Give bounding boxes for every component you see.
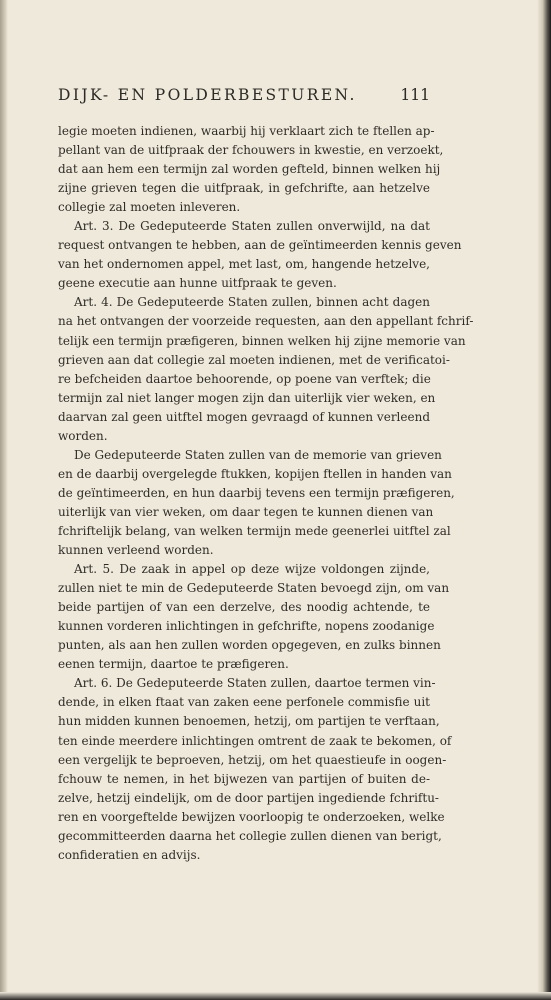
text-line: punten, als aan hen zullen worden opgegeven, en zulks binnen (58, 638, 441, 653)
text-line: kunnen vorderen inlichtingen in gefchrifte, nopens zoodanige (58, 619, 435, 634)
text-line: telijk een termijn præfigeren, binnen welken hij zijne memorie van (58, 333, 466, 348)
text-line: Art. 6. De Gedeputeerde Staten zullen, daartoe termen vin- (74, 676, 436, 691)
text-line: confideratien en advijs. (58, 847, 201, 862)
text-line: geene executie aan hunne uitfpraak te geven. (58, 276, 337, 291)
text-line: termijn zal niet langer mogen zijn dan uiterlijk vier weken, en (58, 390, 436, 405)
text-line: fchouw te nemen, in het bijwezen van partijen of buiten de- (58, 771, 430, 786)
text-line: dende, in elken ftaat van zaken eene perfonele commisfie uit (58, 695, 430, 710)
text-line: legie moeten indienen, waarbij hij verklaart zich te ftellen ap- (58, 124, 435, 138)
text-line: Art. 3. De Gedeputeerde Staten zullen onverwijld, na dat (74, 219, 430, 234)
text-line: zijne grieven tegen die uitfpraak, in gefchrifte, aan hetzelve (58, 181, 430, 196)
text-line: uiterlijk van vier weken, om daar tegen te kunnen dienen van (58, 504, 434, 519)
page-header (58, 86, 430, 112)
text-line: re befcheiden daartoe behoorende, op poene van verftek; die (58, 371, 431, 386)
text-line: grieven aan dat collegie zal moeten indienen, met de verificatoi- (58, 352, 450, 367)
text-line: van het ondernomen appel, met last, om, hangende hetzelve, (58, 257, 430, 272)
text-line: daarvan zal geen uitftel mogen gevraagd of kunnen verleend (58, 409, 430, 424)
body-text (58, 122, 474, 865)
text-line: ten einde meerdere inlichtingen omtrent de zaak te bekomen, of (58, 733, 452, 748)
text-line: De Gedeputeerde Staten zullen van de memorie van grieven (74, 447, 442, 462)
page-number: 111 (400, 86, 430, 104)
text-line: na het ontvangen der voorzeide requesten, aan den appellant fchrif- (58, 314, 474, 329)
text-line: dat aan hem een termijn zal worden gefteld, binnen welken hij (58, 162, 441, 177)
running-head: DIJK- EN POLDERBESTUREN. (58, 86, 357, 104)
page-bottom-edge (0, 992, 551, 1000)
page-gutter-shadow (0, 0, 8, 1000)
text-line: de geïntimeerden, en hun daarbij tevens een termijn præfigeren, (58, 485, 455, 500)
text-line: pellant van de uitfpraak der fchouwers in kwestie, en verzoekt, (58, 143, 444, 158)
text-line: eenen termijn, daartoe te præfigeren. (58, 657, 289, 672)
text-line: zullen niet te min de Gedeputeerde Staten bevoegd zijn, om van (58, 581, 450, 596)
text-line: en de daarbij overgelegde ftukken, kopijen ftellen in handen van (58, 466, 452, 481)
page-edge-shadow (537, 0, 551, 1000)
text-line: kunnen verleend worden. (58, 543, 214, 558)
text-line: worden. (58, 428, 108, 443)
text-line: Art. 5. De zaak in appel op deze wijze voldongen zijnde, (74, 562, 430, 577)
text-line: fchriftelijk belang, van welken termijn mede geenerlei uitftel zal (58, 523, 451, 538)
text-line: Art. 4. De Gedeputeerde Staten zullen, binnen acht dagen (74, 295, 430, 310)
text-line: ren en voorgeftelde bewijzen voorloopig te onderzoeken, welke (58, 809, 445, 824)
text-line: collegie zal moeten inleveren. (58, 200, 241, 215)
text-line: request ontvangen te hebben, aan de geïntimeerden kennis geven (58, 238, 462, 253)
text-line: gecommitteerden daarna het collegie zullen dienen van berigt, (58, 828, 442, 843)
text-line: zelve, hetzij eindelijk, om de door partijen ingediende fchriftu- (58, 790, 439, 805)
text-line: een vergelijk te beproeven, hetzij, om het quaestieufe in oogen- (58, 752, 447, 767)
text-line: beide partijen of van een derzelve, des noodig achtende, te (58, 600, 430, 615)
text-line: hun midden kunnen benoemen, hetzij, om partijen te verftaan, (58, 714, 440, 729)
